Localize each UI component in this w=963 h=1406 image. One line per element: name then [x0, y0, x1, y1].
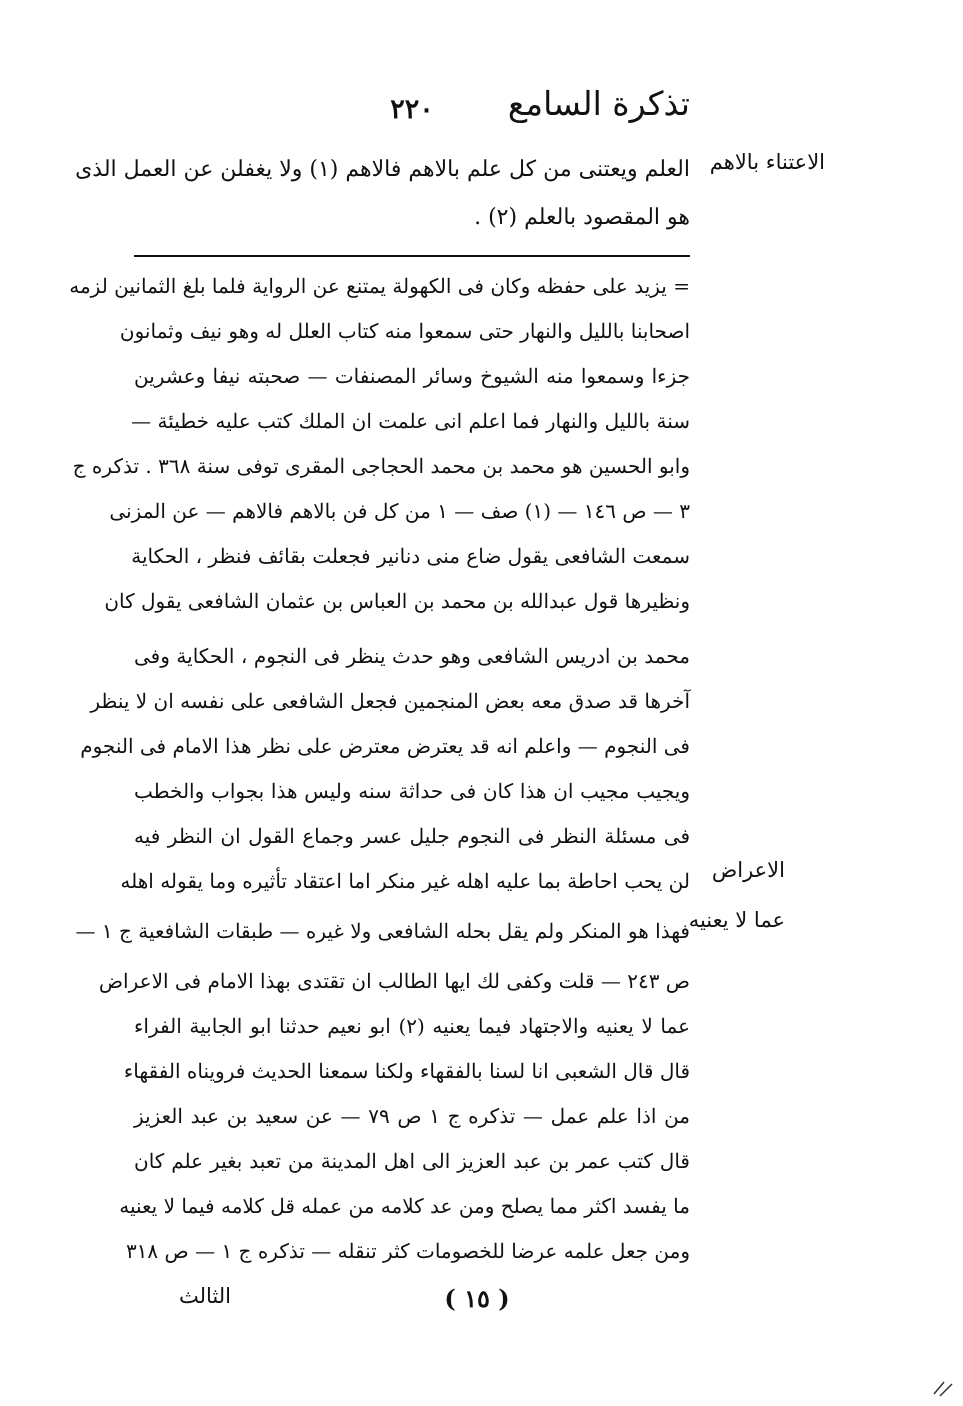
footnote-line: فهذا هو المنكر ولم يقل بحله الشافعى ولا غيره — طبقات الشافعية ج ١ — — [75, 919, 690, 943]
main-text-line: هو المقصود بالعلم (٢) . — [474, 205, 690, 230]
footnote-line: فى النجوم — واعلم انه قد يعترض معترض على نظر هذا الامام فى النجوم — [80, 734, 690, 758]
page-number-bottom: ( ١٥ ) — [444, 1284, 510, 1313]
footnote-line: ما يفسد اكثر مما يصلح ومن عد كلامه من عمله قل كلامه فيما لا يعنيه — [119, 1194, 690, 1218]
footnote-line: آخرها قد صدق معه بعض المنجمين فجعل الشافعى على نفسه ان لا ينظر — [90, 689, 690, 713]
footnote-line: جزءا وسمعوا منه الشيوخ وسائر المصنفات — صحبته نيفا وعشرين — [134, 364, 690, 388]
footnote-line: عما لا يعنيه والاجتهاد فيما يعنيه (٢) ابو نعيم حدثنا ابو الجابية الفراء — [134, 1014, 691, 1038]
signature-mark: الثالث — [179, 1284, 231, 1308]
side-note-top: الاعتناء بالاهم — [709, 150, 825, 174]
footnote-separator — [134, 255, 690, 257]
footnote-line: ص ٢٤٣ — قلت وكفى لك ايها الطالب ان تقتدى بهذا الامام فى الاعراض — [98, 969, 690, 993]
footnote-line: محمد بن ادريس الشافعى وهو حدث ينظر فى النجوم ، الحكاية وفى — [134, 644, 690, 668]
footnote-line: = يزيد على حفظه وكان فى الكهولة يمتنع عن الرواية فلما بلغ الثمانين لزمه — [69, 274, 690, 298]
footnote-line: سنة بالليل والنهار فما اعلم انى علمت ان الملك كتب عليه خطيئة — — [131, 409, 690, 433]
side-note-middle-2: عما لا يعنيه — [688, 908, 785, 932]
side-note-middle-1: الاعراض — [711, 858, 785, 882]
running-head-title: تذكرة السامع — [507, 84, 690, 123]
page-number-top: ٢٢٠ — [390, 94, 434, 125]
footnote-line: ومن جعل علمه عرضا للخصومات كثر تنقله — تذكره ج ١ — ص ٣١٨ — [125, 1239, 690, 1263]
footnote-line: قال قال الشعبى انا لسنا بالفقهاء ولكنا سمعنا الحديث فرويناه الفقهاء — [123, 1059, 690, 1083]
footnote-line: من اذا علم عمل — تذكره ج ١ ص ٧٩ — عن سعيد بن عبد العزيز — [134, 1104, 691, 1128]
footnote-line: وابو الحسين هو محمد بن محمد الحجاجى المقرى توفى سنة ٣٦٨ . تذكره ج — [72, 454, 690, 478]
footnote-line: لن يحب احاطة بما عليه اهله غير منكر اما اعتقاد تأثيره وما يقوله اهله — [120, 869, 690, 893]
footnote-line: قال كتب عمر بن عبد العزيز الى اهل المدينة من تعبد بغير علم كان — [134, 1149, 690, 1173]
footnote-line: ويجيب مجيب ان هذا كان فى حداثة سنه وليس هذا بجواب والخطب — [134, 779, 690, 803]
footnote-line: ونظيرها قول عبدالله بن محمد بن العباس بن عثمان الشافعى يقول كان — [104, 589, 690, 613]
page-corner-mark — [930, 1368, 960, 1398]
footnote-line: فى مسئلة النظر فى النجوم جليل عسر وجماع القول ان النظر فيه — [134, 824, 690, 848]
footnote-line: اصحابنا بالليل والنهار حتى سمعوا منه كتاب العلل له وهو نيف وثمانون — [119, 319, 690, 343]
footnote-line: سمعت الشافعى يقول ضاع منى دنانير فجعلت بقائف فنظر ، الحكاية — [131, 544, 690, 568]
footnote-line: ٣ — ص ١٤٦ — (١) صف — ١ من كل فن بالاهم فالاهم — عن المزنى — [109, 499, 690, 523]
main-text-line: العلم ويعتنى من كل علم بالاهم فالاهم (١) ولا يغفلن عن العمل الذى — [75, 157, 690, 182]
